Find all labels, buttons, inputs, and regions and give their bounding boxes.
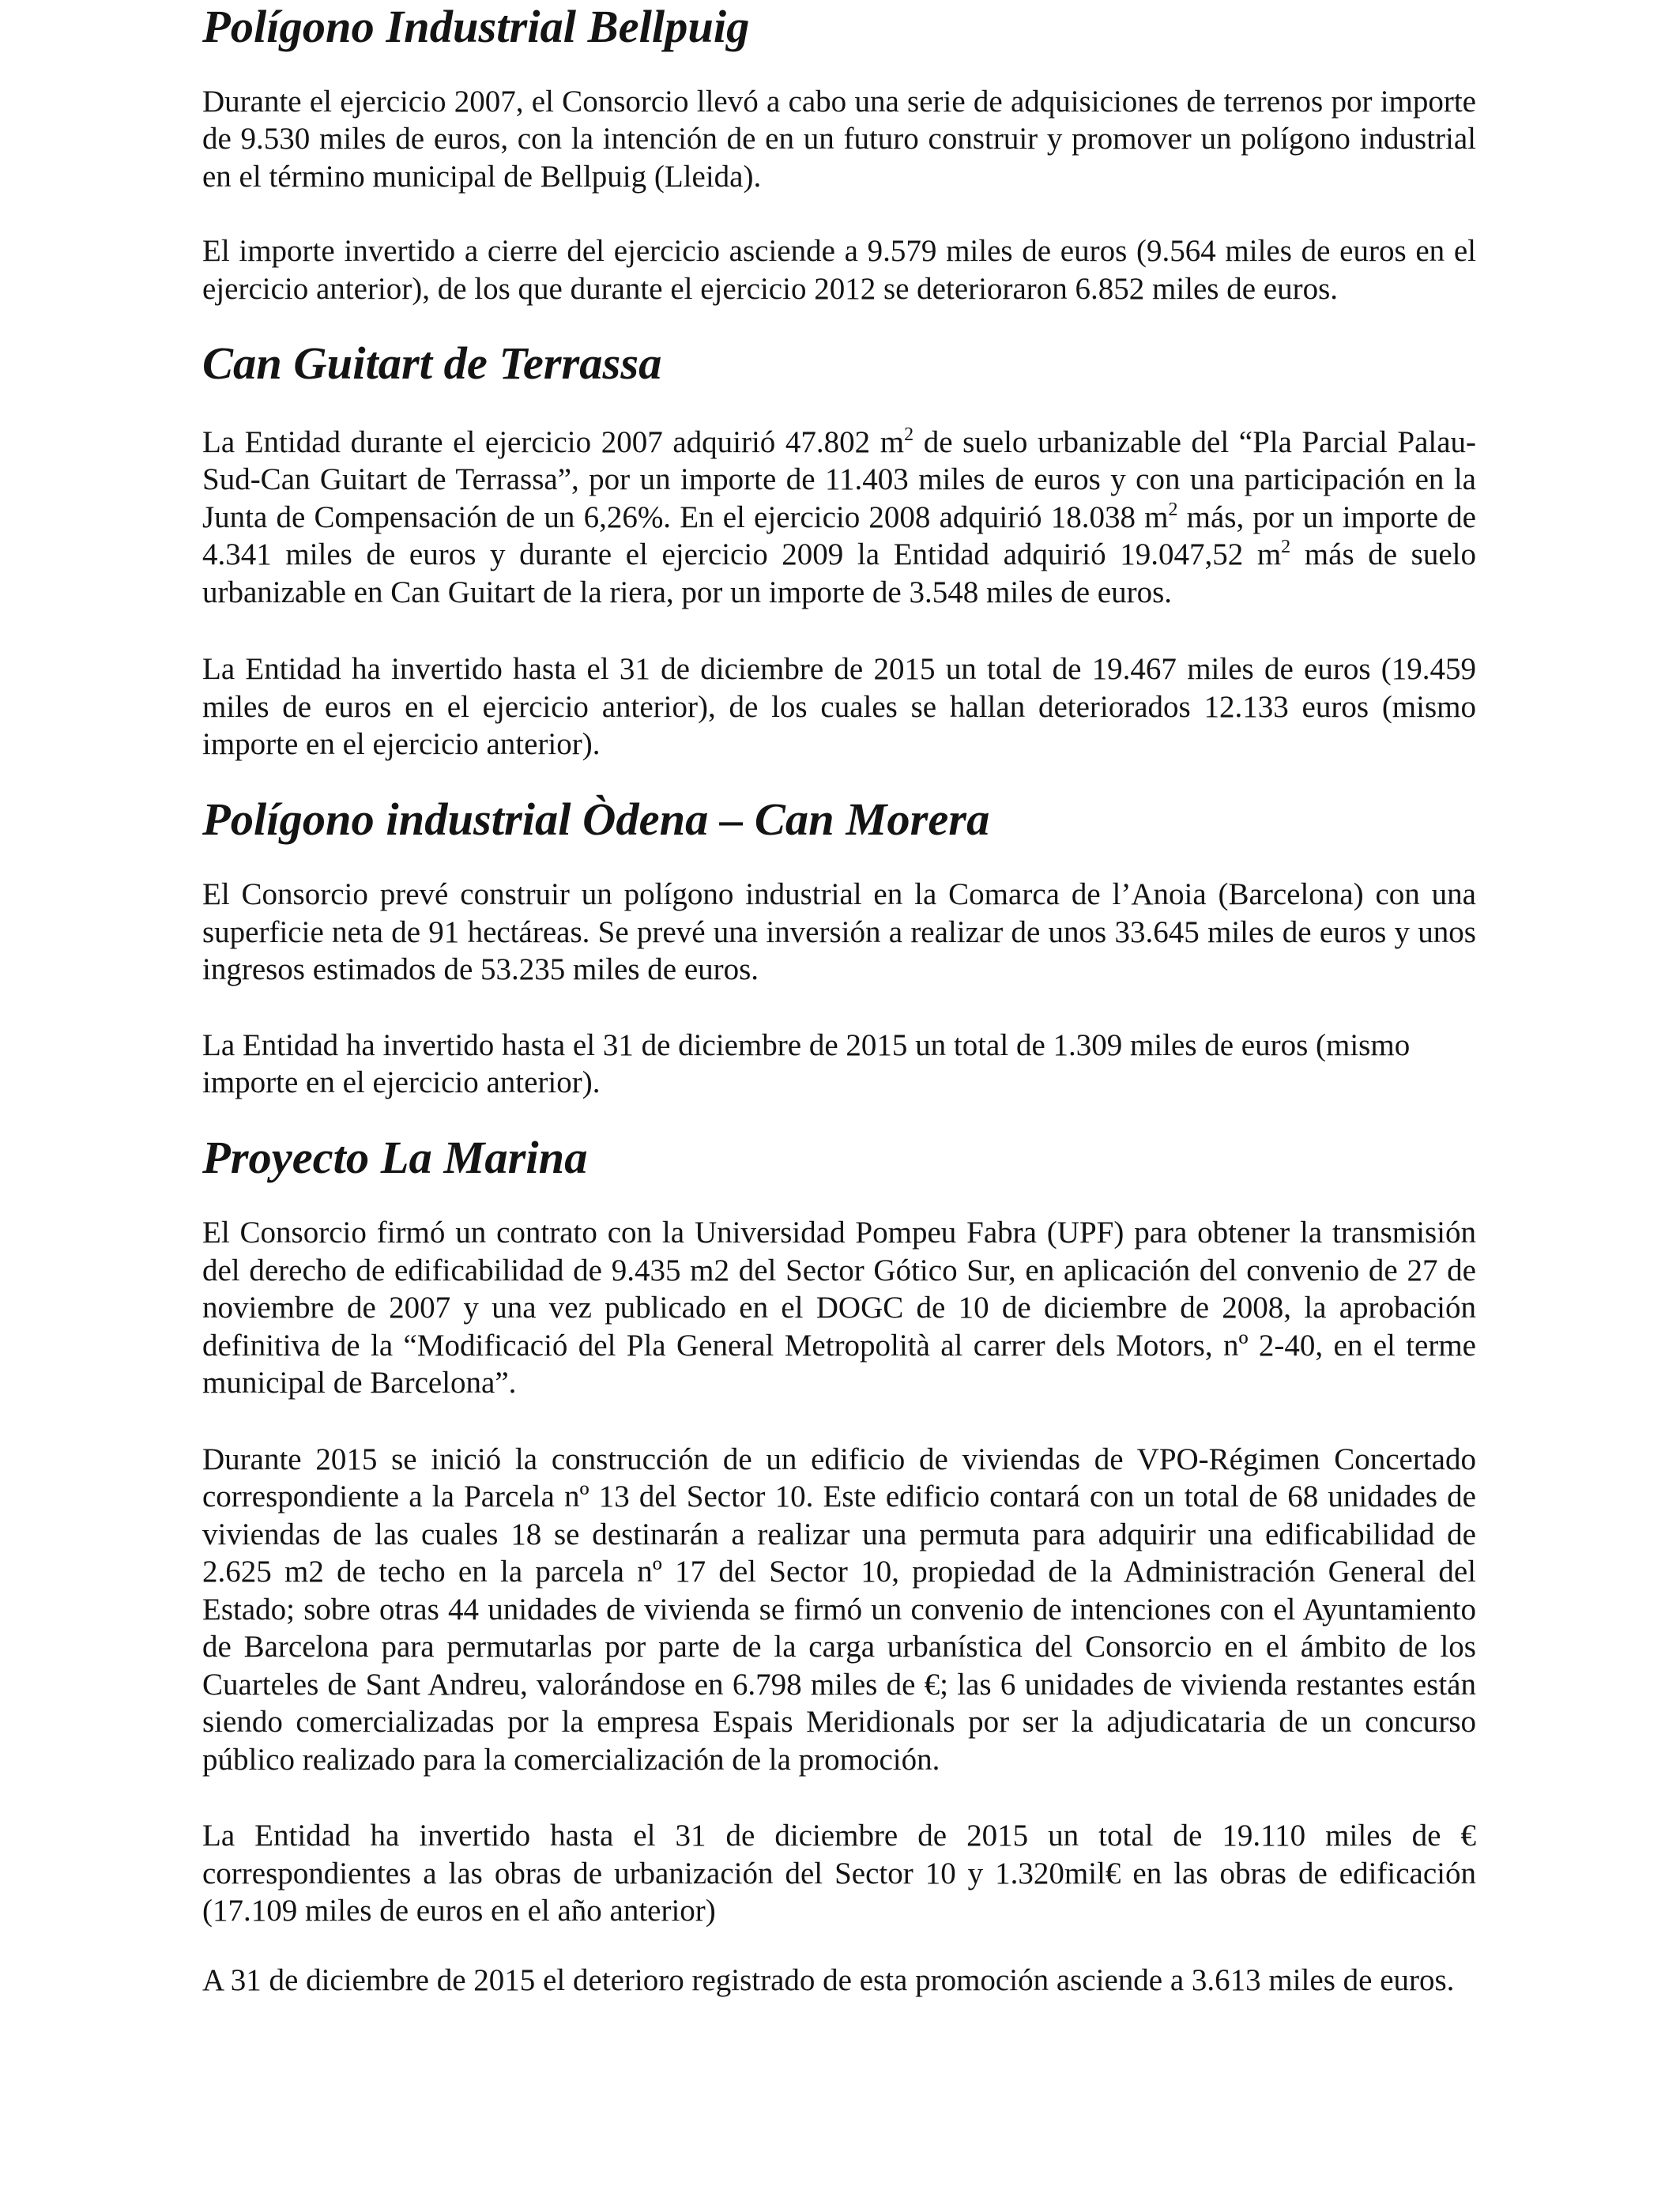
- text-segment: de suelo urbanizable del “Pla Parcial Palau-Sud-Can Guitart de Terrassa”, por un importe de 11.403 miles de euros y con una participación en la Junta de Compensación de un 6,26%. En el ejercicio 2008 adquirió 18.038 m: [202, 424, 1477, 534]
- paragraph-la-marina-contract: El Consorcio firmó un contrato con la Universidad Pompeu Fabra (UPF) para obtener la transmisión del derecho de edificabilidad de 9.435 m2 del Sector Gótico Sur, en aplicación del convenio de 27 de noviembre de 2007 y una vez publicado en el DOGC de 10 de diciembre de 2008, la aprobación definitiva de la “Modificació del Pla General Metropolità al carrer dels Motors, nº 2-40, en el terme municipal de Barcelona”.: [202, 1216, 1476, 1400]
- superscript-exponent: 2: [904, 424, 914, 445]
- section-heading-odena: Polígono industrial Òdena – Can Morera: [202, 793, 990, 845]
- superscript-exponent: 2: [1168, 499, 1178, 520]
- text-segment: más de suelo urbanizable en Can Guitart de la riera, por un importe de 3.548 miles de euros.: [202, 537, 1476, 609]
- superscript-exponent: 2: [1281, 537, 1291, 557]
- paragraph-bellpuig-investment: El importe invertido a cierre del ejercicio asciende a 9.579 miles de euros (9.564 miles de euros en el ejercicio anterior), de los que durante el ejercicio 2012 se deterioraron 6.852 miles de euros.: [202, 234, 1476, 306]
- paragraph-odena-plan: El Consorcio prevé construir un polígono industrial en la Comarca de l’Anoia (Barcelona) con una superficie neta de 91 hectáreas. Se prevé una inversión a realizar de unos 33.645 miles de euros y unos ingresos estimados de 53.235 miles de euros.: [202, 877, 1476, 986]
- section-heading-can-guitart: Can Guitart de Terrassa: [202, 337, 662, 389]
- section-heading-bellpuig: Polígono Industrial Bellpuig: [202, 1, 750, 52]
- text-segment: La Entidad durante el ejercicio 2007 adquirió 47.802 m: [202, 424, 905, 459]
- paragraph-la-marina-construction: Durante 2015 se inició la construcción de un edificio de viviendas de VPO-Régimen Concertado correspondiente a la Parcela nº 13 del Sector 10. Este edificio contará con un total de 68 unidades de viviendas de las cuales 18 se destinarán a realizar una permuta para adquirir una edificabilidad de 2.625 m2 de techo en la parcela nº 17 del Sector 10, propiedad de la Administración General del Estado; sobre otras 44 unidades de vivienda se firmó un convenio de intenciones con el Ayuntamiento de Barcelona para permutarlas por parte de la carga urbanística del Consorcio en el ámbito de los Cuarteles de Sant Andreu, valorándose en 6.798 miles de €; las 6 unidades de vivienda restantes están siendo comercializadas por la empresa Espais Meridionals por ser la adjudicataria de un concurso público realizado para la comercialización de la promoción.: [202, 1442, 1476, 1777]
- document-page: [202, 1, 1477, 1999]
- paragraph-can-guitart-acquisitions: [202, 424, 1476, 612]
- text-segment: más, por un importe de 4.341 miles de euros y durante el ejercicio 2009 la Entidad adquirió 19.047,52 m: [202, 499, 1476, 571]
- section-heading-la-marina: Proyecto La Marina: [202, 1131, 588, 1183]
- paragraph-la-marina-impairment: A 31 de diciembre de 2015 el deterioro registrado de esta promoción asciende a 3.613 miles de euros.: [202, 1962, 1455, 1997]
- paragraph-odena-investment: La Entidad ha invertido hasta el 31 de diciembre de 2015 un total de 1.309 miles de euros (mismo importe en el ejercicio anterior).: [202, 1027, 1411, 1099]
- paragraph-bellpuig-acquisitions: Durante el ejercicio 2007, el Consorcio llevó a cabo una serie de adquisiciones de terrenos por importe de 9.530 miles de euros, con la intención de en un futuro construir y promover un polígono industrial en el término municipal de Bellpuig (Lleida).: [202, 84, 1476, 194]
- paragraph-la-marina-investment: La Entidad ha invertido hasta el 31 de diciembre de 2015 un total de 19.110 miles de € correspondientes a las obras de urbanización del Sector 10 y 1.320mil€ en las obras de edificación (17.109 miles de euros en el año anterior): [202, 1819, 1476, 1928]
- paragraph-can-guitart-investment: La Entidad ha invertido hasta el 31 de diciembre de 2015 un total de 19.467 miles de euros (19.459 miles de euros en el ejercicio anterior), de los cuales se hallan deteriorados 12.133 euros (mismo importe en el ejercicio anterior).: [202, 652, 1476, 761]
